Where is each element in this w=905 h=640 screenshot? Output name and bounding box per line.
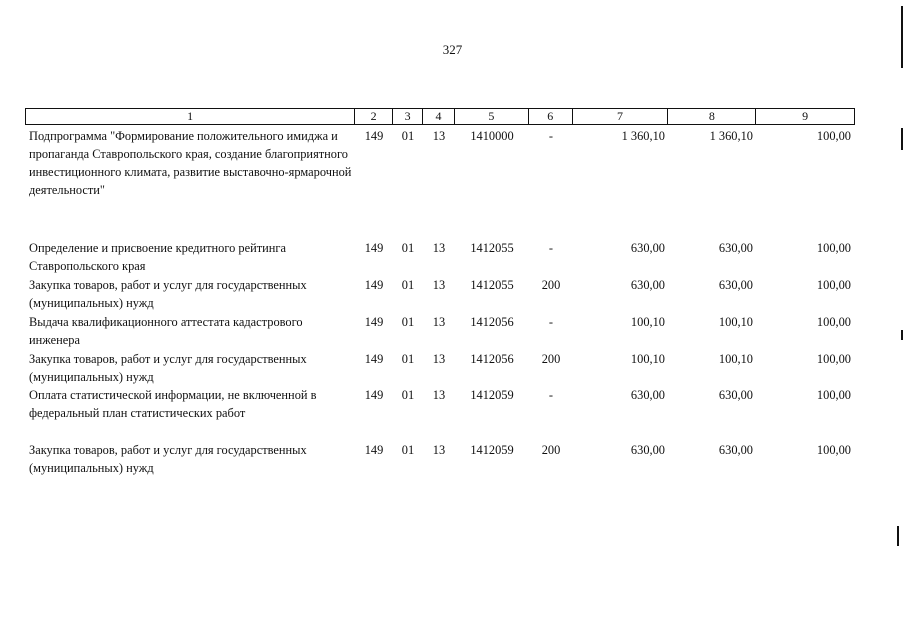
scan-margin-mark xyxy=(901,330,903,340)
table-row xyxy=(25,276,855,313)
row-code-3: 01 xyxy=(401,352,415,366)
table-header xyxy=(25,108,855,125)
row-code-4: 13 xyxy=(432,129,446,143)
row-amount-8: 1 360,10 xyxy=(709,129,753,143)
table-row xyxy=(25,239,855,276)
table-row xyxy=(25,386,855,441)
row-code-5: 1412056 xyxy=(470,315,514,329)
row-code-6: 200 xyxy=(541,352,561,366)
column-header-2: 2 xyxy=(355,109,393,124)
row-code-3: 01 xyxy=(401,241,415,255)
row-amount-8: 630,00 xyxy=(718,278,753,292)
row-code-5: 1412056 xyxy=(470,352,514,366)
scan-margin-mark xyxy=(901,128,903,150)
row-code-4: 13 xyxy=(432,443,446,457)
row-code-2: 149 xyxy=(364,352,384,366)
row-code-4: 13 xyxy=(432,315,446,329)
row-amount-8: 630,00 xyxy=(718,388,753,402)
column-header-5: 5 xyxy=(455,109,529,124)
table-row xyxy=(25,441,855,478)
row-name: Закупка товаров, работ и услуг для государственных (муниципальных) нужд xyxy=(29,443,307,475)
row-code-2: 149 xyxy=(364,129,384,143)
row-code-6: - xyxy=(548,315,554,329)
row-code-5: 1412059 xyxy=(470,443,514,457)
row-code-6: - xyxy=(548,388,554,402)
row-code-4: 13 xyxy=(432,388,446,402)
row-code-5: 1412059 xyxy=(470,388,514,402)
row-amount-8: 630,00 xyxy=(718,241,753,255)
table-row xyxy=(25,313,855,350)
row-code-4: 13 xyxy=(432,241,446,255)
row-code-3: 01 xyxy=(401,129,415,143)
scan-margin-mark xyxy=(901,6,903,68)
row-code-2: 149 xyxy=(364,388,384,402)
row-code-6: - xyxy=(548,129,554,143)
row-code-4: 13 xyxy=(432,352,446,366)
row-name: Выдача квалификационного аттестата кадастрового инженера xyxy=(29,315,303,347)
scan-margin-mark xyxy=(897,526,899,546)
page-number: 327 xyxy=(442,42,463,57)
row-percent-9: 100,00 xyxy=(816,241,851,255)
row-name: Оплата статистической информации, не включенной в федеральный план статистических работ xyxy=(29,388,317,420)
table-row xyxy=(25,350,855,386)
row-code-2: 149 xyxy=(364,443,384,457)
row-code-2: 149 xyxy=(364,278,384,292)
column-header-9: 9 xyxy=(802,109,809,123)
row-code-6: 200 xyxy=(541,443,561,457)
column-header-4: 4 xyxy=(423,109,455,124)
column-header-3: 3 xyxy=(393,109,423,124)
row-percent-9: 100,00 xyxy=(816,315,851,329)
row-amount-8: 100,10 xyxy=(718,315,753,329)
row-code-3: 01 xyxy=(401,315,415,329)
row-code-3: 01 xyxy=(401,443,415,457)
column-header-7: 7 xyxy=(573,109,669,124)
row-code-3: 01 xyxy=(401,278,415,292)
row-percent-9: 100,00 xyxy=(816,352,851,366)
column-header-1: 1 xyxy=(26,109,355,124)
row-amount-7: 630,00 xyxy=(630,278,665,292)
row-code-6: - xyxy=(548,241,554,255)
column-header-6: 6 xyxy=(529,109,573,124)
row-code-2: 149 xyxy=(364,241,384,255)
row-amount-8: 100,10 xyxy=(718,352,753,366)
row-name: Определение и присвоение кредитного рейтинга Ставропольского края xyxy=(29,241,286,273)
row-code-5: 1412055 xyxy=(470,278,514,292)
row-name: Закупка товаров, работ и услуг для государственных (муниципальных) нужд xyxy=(29,352,307,384)
row-name: Закупка товаров, работ и услуг для государственных (муниципальных) нужд xyxy=(29,278,307,310)
row-amount-7: 100,10 xyxy=(630,315,665,329)
row-amount-7: 630,00 xyxy=(630,388,665,402)
table-row xyxy=(25,127,855,239)
row-code-3: 01 xyxy=(401,388,415,402)
row-amount-8: 630,00 xyxy=(718,443,753,457)
row-amount-7: 1 360,10 xyxy=(621,129,665,143)
row-code-2: 149 xyxy=(364,315,384,329)
row-amount-7: 630,00 xyxy=(630,241,665,255)
row-code-6: 200 xyxy=(541,278,561,292)
row-amount-7: 630,00 xyxy=(630,443,665,457)
row-percent-9: 100,00 xyxy=(816,388,851,402)
column-header-8: 8 xyxy=(668,109,756,124)
row-amount-7: 100,10 xyxy=(630,352,665,366)
row-code-5: 1410000 xyxy=(470,129,514,143)
row-percent-9: 100,00 xyxy=(816,129,851,143)
row-code-5: 1412055 xyxy=(470,241,514,255)
table-body xyxy=(25,127,855,478)
row-percent-9: 100,00 xyxy=(816,443,851,457)
row-percent-9: 100,00 xyxy=(816,278,851,292)
row-name: Подпрограмма "Формирование положительного имиджа и пропаганда Ставропольского края, создание благоприятного инвестиционного климата, развитие выставочно-ярмарочной деятельности" xyxy=(29,129,352,197)
row-code-4: 13 xyxy=(432,278,446,292)
